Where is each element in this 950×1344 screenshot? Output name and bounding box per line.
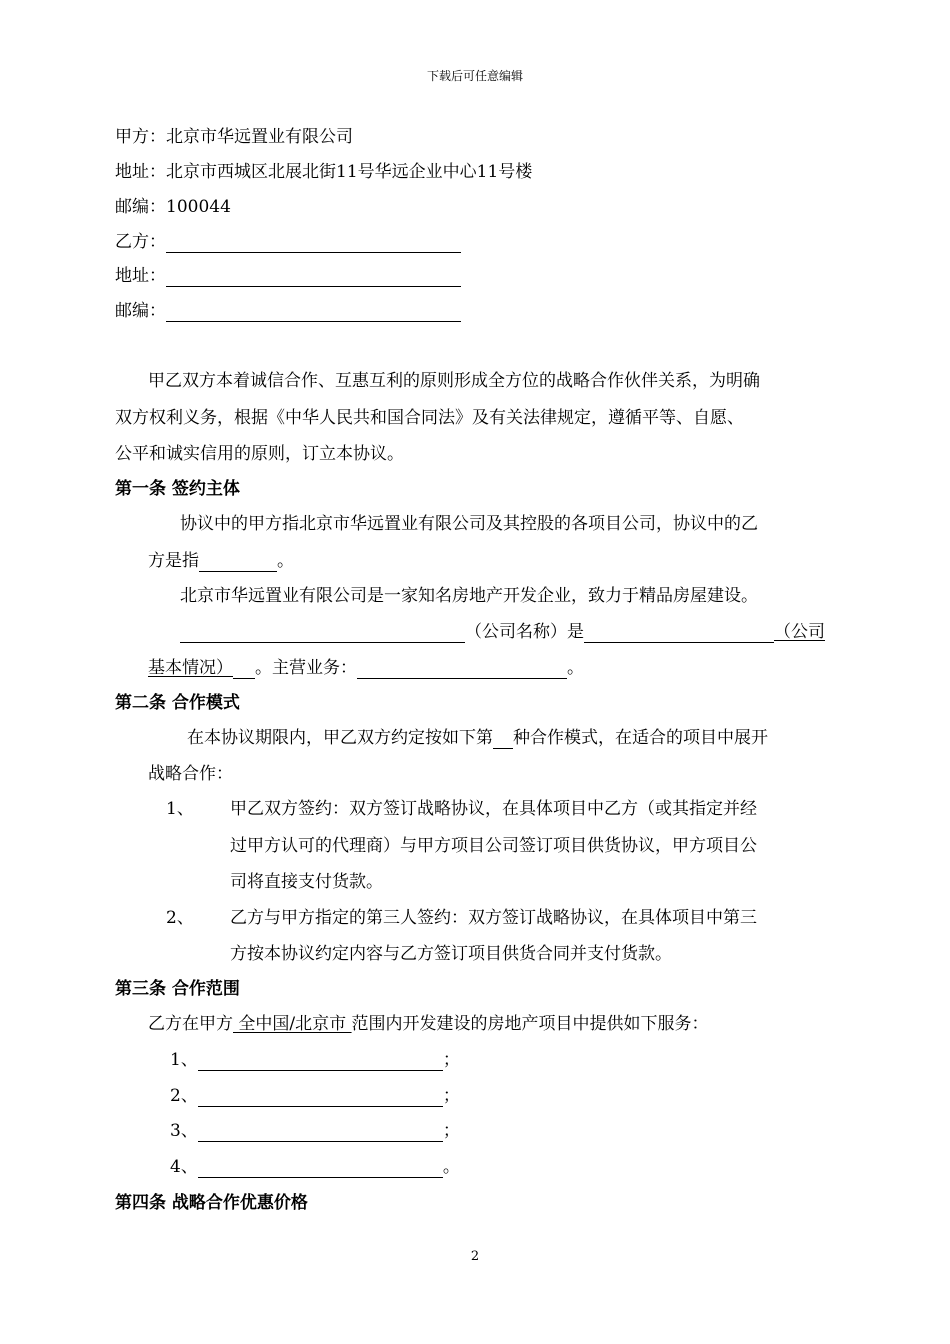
party-a-zip: 100044: [166, 197, 231, 217]
art2-item1-line1: 甲乙双方签约：双方签订战略协议，在具体项目中乙方（或其指定并经: [230, 799, 757, 819]
art1-party-b-prefix: 方是指: [148, 551, 199, 571]
party-b-zip-line: [115, 300, 461, 322]
art3-service-item-2-num: 2、: [170, 1086, 198, 1106]
intro-line-3: 公平和诚实信用的原则，订立本协议。: [115, 444, 404, 464]
art3-scope-suffix: 范围内开发建设的房地产项目中提供如下服务：: [351, 1014, 709, 1034]
party-b-addr-label: 地址：: [115, 266, 166, 286]
art2-item1-line2: 过甲方认可的代理商）与甲方项目公司签订项目供货协议，甲方项目公: [230, 836, 757, 856]
art2-p1-line2: 战略合作：: [148, 764, 233, 784]
article-2-title: 第二条 合作模式: [115, 693, 240, 713]
art1-p3-line2: [148, 657, 584, 679]
art2-item1-line3: 司将直接支付货款。: [230, 872, 383, 892]
art3-service-item-2-blank[interactable]: [198, 1088, 443, 1107]
article-1-title: 第一条 签约主体: [115, 479, 240, 499]
art1-company-name-label: （公司名称）是: [465, 622, 584, 642]
art1-company-info-label-a: （公司: [774, 622, 825, 642]
party-b-zip-blank[interactable]: [166, 303, 461, 322]
page-number: 2: [470, 1249, 480, 1264]
party-b-name-blank[interactable]: [166, 234, 461, 253]
party-a-addr-line: [115, 161, 532, 183]
party-a-zip-line: [115, 196, 231, 218]
art1-p1-line1: 协议中的甲方指北京市华远置业有限公司及其控股的各项目公司，协议中的乙: [180, 514, 758, 534]
art2-item2-line2: 方按本协议约定内容与乙方签订项目供货合同并支付货款。: [230, 944, 672, 964]
party-a-addr: 北京市西城区北展北街11号华远企业中心11号楼: [166, 162, 533, 182]
intro-line-2: 双方权利义务，根据《中华人民共和国合同法》及有关法律规定，遵循平等、自愿、: [115, 408, 744, 428]
art2-mode-prefix: 在本协议期限内，甲乙双方约定按如下第: [187, 728, 493, 748]
art1-p1-line2: [148, 550, 294, 572]
party-b-name-label: 乙方：: [115, 232, 166, 252]
art1-p2: 北京市华远置业有限公司是一家知名房地产开发企业，致力于精品房屋建设。: [180, 586, 758, 606]
art3-p1: [148, 1013, 709, 1035]
party-a-addr-label: 地址：: [115, 162, 166, 182]
art2-mode-suffix: 种合作模式，在适合的项目中展开: [513, 728, 768, 748]
art3-service-item-3: [170, 1120, 460, 1142]
art3-service-item-4-blank[interactable]: [198, 1159, 443, 1178]
art3-service-item-3-blank[interactable]: [198, 1123, 443, 1142]
art3-service-item-2-end: ；: [442, 1086, 460, 1106]
art2-mode-blank[interactable]: [493, 730, 513, 749]
intro-line-1: 甲乙双方本着诚信合作、互惠互利的原则形成全方位的战略合作伙伴关系，为明确: [148, 371, 760, 391]
party-b-name-line: [115, 231, 461, 253]
art3-service-item-4: [170, 1156, 460, 1178]
art1-business-label: 。主营业务：: [255, 658, 357, 678]
party-a-zip-label: 邮编：: [115, 197, 166, 217]
art1-party-b-blank[interactable]: [199, 553, 277, 572]
art1-company-name-blank[interactable]: [180, 624, 465, 643]
art1-p3-line1: [180, 621, 825, 643]
party-b-addr-line: [115, 265, 461, 287]
art3-service-item-4-end: 。: [442, 1157, 460, 1177]
article-3-title: 第三条 合作范围: [115, 979, 240, 999]
party-a-name: 北京市华远置业有限公司: [166, 127, 353, 147]
art2-item1-num: 1、: [166, 799, 194, 819]
art3-service-item-1-end: ；: [442, 1050, 460, 1070]
art1-info-tail-blank[interactable]: [233, 660, 255, 679]
art2-p1-line1: [187, 727, 768, 749]
art1-company-info-blank[interactable]: [584, 624, 774, 643]
art3-service-item-3-end: ；: [442, 1121, 460, 1141]
art1-business-blank[interactable]: [357, 660, 567, 679]
art3-service-item-2: [170, 1085, 460, 1107]
party-b-zip-label: 邮编：: [115, 301, 166, 321]
party-b-addr-blank[interactable]: [166, 268, 461, 287]
art1-company-info-label-b: 基本情况）: [148, 658, 233, 678]
art1-business-end: 。: [567, 658, 584, 678]
art3-service-item-1: [170, 1049, 460, 1071]
article-4-title: 第四条 战略合作优惠价格: [115, 1193, 308, 1213]
art1-party-b-suffix: 。: [277, 551, 294, 571]
page-header-note: 下载后可任意编辑: [426, 69, 523, 83]
art3-service-item-4-num: 4、: [170, 1157, 198, 1177]
art2-item2-num: 2、: [166, 908, 194, 928]
art3-scope-prefix: 乙方在甲方: [148, 1014, 233, 1034]
party-a-name-label: 甲方：: [115, 127, 166, 147]
art2-item2-line1: 乙方与甲方指定的第三人签约：双方签订战略协议，在具体项目中第三: [230, 908, 757, 928]
art3-service-item-1-num: 1、: [170, 1050, 198, 1070]
party-a-name-line: [115, 126, 353, 148]
art3-service-item-1-blank[interactable]: [198, 1052, 443, 1071]
art3-scope: 全中国/北京市: [233, 1014, 352, 1034]
art3-service-item-3-num: 3、: [170, 1121, 198, 1141]
